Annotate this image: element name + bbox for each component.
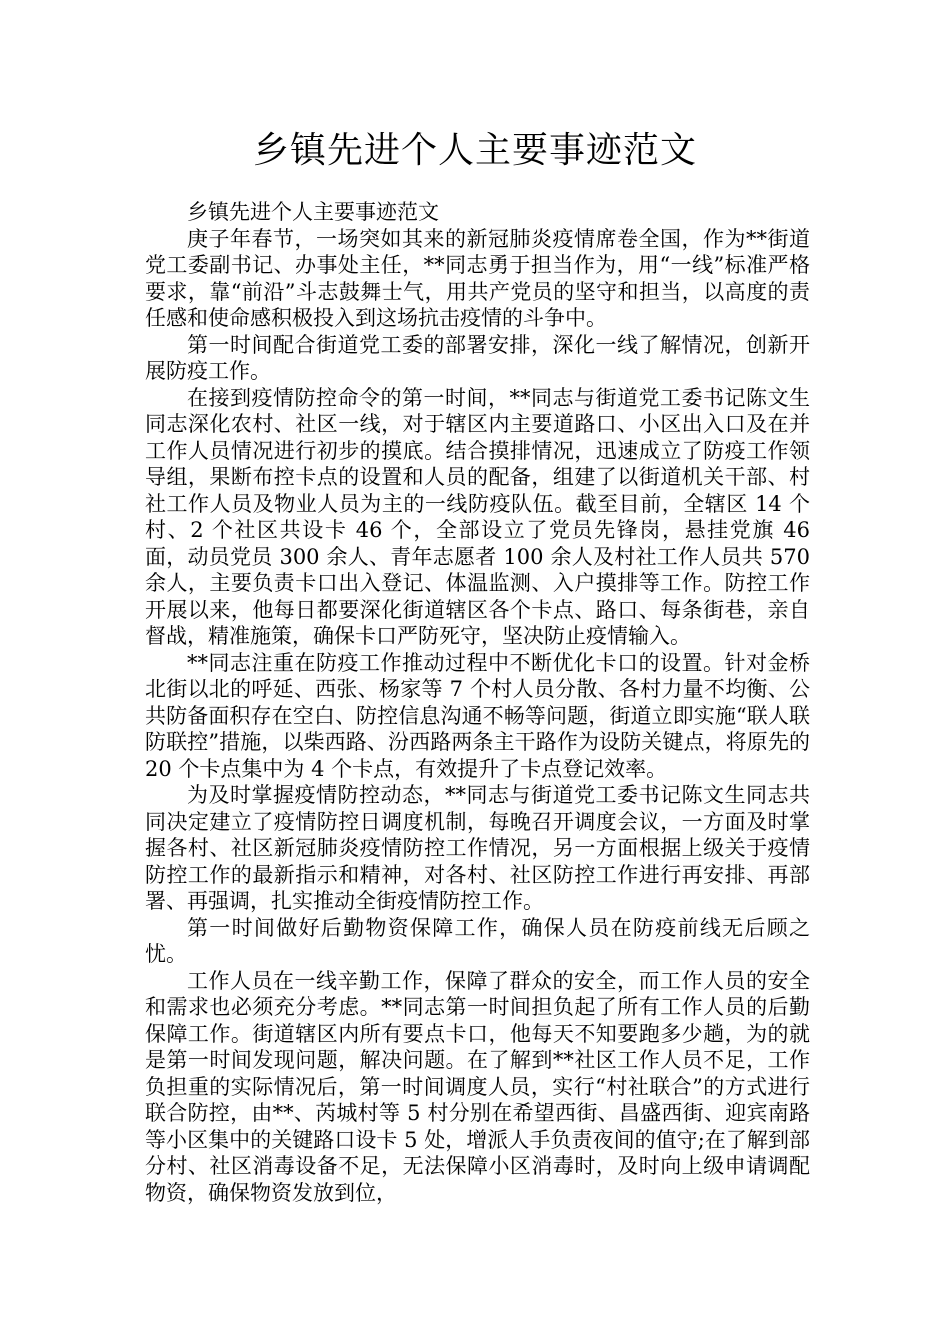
paragraph: 庚子年春节，一场突如其来的新冠肺炎疫情席卷全国，作为**街道党工委副书记、办事处主任，**同志勇于担当作为，用“一线”标准严格要求，靠“前沿”斗志鼓舞士气，用共产党员的坚守和担当，以高度的责任感和使命感积极投入到这场抗击疫情的斗争中。 bbox=[145, 226, 810, 330]
paragraph: 在接到疫情防控命令的第一时间，**同志与街道党工委书记陈文生同志深化农村、社区一线，对于辖区内主要道路口、小区出入口及在并工作人员情况进行初步的摸底。结合摸排情况，迅速成立了防疫工作领导组，果断布控卡点的设置和人员的配备，组建了以街道机关干部、村社工作人员及物业人员为主的一线防疫队伍。截至目前，全辖区 14 个村、2 个社区共设卡 46 个，全部设立了党员先锋岗，悬挂党旗 46 面，动员党员 300 余人、青年志愿者 100 余人及村社工作人员共 570 余人，主要负责卡口出入登记、体温监测、入户摸排等工作。防控工作开展以来，他每日都要深化街道辖区各个卡点、路口、每条街巷，亲自督战，精准施策，确保卡口严防死守，坚决防止疫情输入。 bbox=[145, 385, 810, 648]
paragraph: 为及时掌握疫情防控动态，**同志与街道党工委书记陈文生同志共同决定建立了疫情防控日调度机制，每晚召开调度会议，一方面及时掌握各村、社区新冠肺炎疫情防控工作情况，另一方面根据上级关于疫情防控工作的最新指示和精神，对各村、社区防控工作进行再安排、再部署、再强调，扎实推动全街疫情防控工作。 bbox=[145, 783, 810, 913]
body-subtitle: 乡镇先进个人主要事迹范文 bbox=[187, 200, 439, 224]
document-body bbox=[145, 199, 810, 1206]
paragraph: **同志注重在防疫工作推动过程中不断优化卡口的设置。针对金桥北街以北的呼延、西张、杨家等 7 个村人员分散、各村力量不均衡、公共防备面积存在空白、防控信息沟通不畅等问题，街道立即实施“联人联防联控”措施，以柴西路、汾西路两条主干路作为设防关键点，将原先的 20 个卡点集中为 4 个卡点，有效提升了卡点登记效率。 bbox=[145, 650, 810, 781]
document-title: 乡镇先进个人主要事迹范文 bbox=[252, 130, 697, 171]
section-heading: 第一时间配合街道党工委的部署安排，深化一线了解情况，创新开展防疫工作。 bbox=[145, 332, 810, 383]
paragraph: 工作人员在一线辛勤工作，保障了群众的安全，而工作人员的安全和需求也必须充分考虑。**同志第一时间担负起了所有工作人员的后勤保障工作。街道辖区内所有要点卡口，他每天不知要跑多少趟，为的就是第一时间发现问题，解决问题。在了解到**社区工作人员不足，工作负担重的实际情况后，第一时间调度人员，实行“村社联合”的方式进行联合防控，由**、芮城村等 5 村分别在希望西街、昌盛西街、迎宾南路等小区集中的关键路口设卡 5 处，增派人手负责夜间的值守;在了解到部分村、社区消毒设备不足，无法保障小区消毒时，及时向上级申请调配物资，确保物资发放到位， bbox=[145, 968, 810, 1205]
section-heading: 第一时间做好后勤物资保障工作，确保人员在防疫前线无后顾之忧。 bbox=[145, 915, 810, 966]
